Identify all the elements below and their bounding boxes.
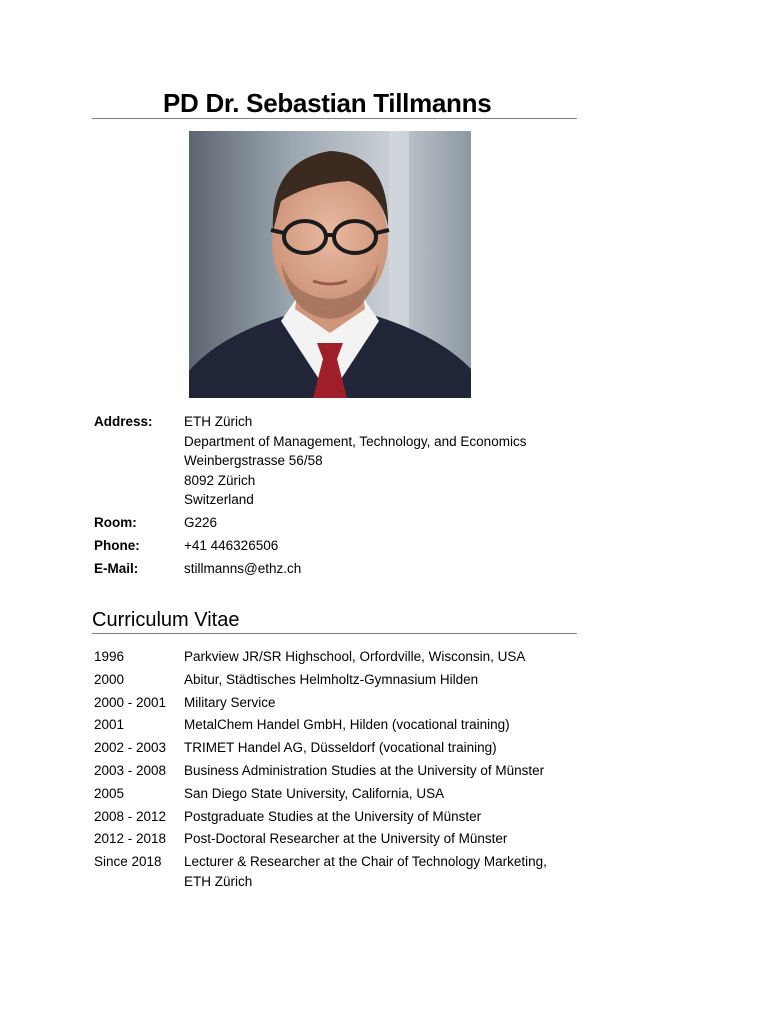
phone-value: +41 446326506 — [184, 538, 279, 553]
cv-desc: Postgraduate Studies at the University of Münster — [184, 808, 482, 824]
cv-year: 2012 - 2018 — [94, 831, 167, 847]
cv-year: 2005 — [94, 785, 125, 801]
cv-entry — [94, 761, 584, 781]
email-label: E-Mail: — [94, 561, 139, 576]
phone-row — [94, 536, 526, 556]
portrait-photo — [189, 131, 471, 398]
address-line: Switzerland — [184, 492, 254, 507]
page-title: PD Dr. Sebastian Tillmanns — [163, 88, 492, 118]
cv-entry — [94, 693, 584, 713]
address-line: Department of Management, Technology, and Economics — [184, 433, 527, 449]
cv-desc: San Diego State University, California, USA — [184, 785, 445, 801]
cv-entry — [94, 829, 584, 849]
cv-entry — [94, 807, 584, 827]
address-line: Weinbergstrasse 56/58 — [184, 453, 323, 468]
cv-desc: MetalChem Handel GmbH, Hilden (vocational training) — [184, 717, 510, 733]
address-line: 8092 Zürich — [184, 472, 256, 488]
email-row — [94, 559, 526, 579]
email-value: stillmanns@ethz.ch — [184, 561, 302, 576]
contact-block — [94, 412, 526, 579]
cv-desc: TRIMET Handel AG, Düsseldorf (vocational training) — [184, 740, 497, 756]
cv-heading: Curriculum Vitae — [92, 609, 240, 631]
cv-year: 2003 - 2008 — [94, 762, 167, 778]
cv-year: 1996 — [94, 649, 125, 664]
cv-entry — [94, 670, 584, 690]
cv-year: 2000 - 2001 — [94, 694, 167, 710]
address-line: ETH Zürich — [184, 414, 253, 429]
cv-entry — [94, 715, 584, 735]
cv-entry — [94, 738, 584, 758]
address-row — [94, 412, 526, 510]
title-block — [92, 86, 577, 119]
address-label: Address: — [94, 414, 153, 429]
cv-desc: Military Service — [184, 694, 276, 710]
cv-year: 2002 - 2003 — [94, 740, 167, 756]
cv-entry — [94, 647, 584, 667]
cv-year: Since 2018 — [94, 854, 162, 870]
cv-list — [94, 647, 584, 891]
cv-heading-block — [92, 608, 577, 634]
cv-entry — [94, 784, 584, 804]
phone-label: Phone: — [94, 538, 140, 553]
room-label: Room: — [94, 515, 137, 530]
cv-year: 2008 - 2012 — [94, 808, 167, 824]
cv-desc: Post-Doctoral Researcher at the University of Münster — [184, 831, 508, 847]
cv-desc: Parkview JR/SR Highschool, Orfordville, Wisconsin, USA — [184, 649, 526, 664]
room-value: G226 — [184, 515, 218, 530]
cv-desc: Abitur, Städtisches Helmholtz-Gymnasium Hilden — [184, 671, 479, 687]
cv-desc: ETH Zürich — [184, 873, 253, 889]
cv-desc: Business Administration Studies at the University of Münster — [184, 762, 545, 778]
cv-desc: Lecturer & Researcher at the Chair of Technology Marketing, — [184, 854, 547, 870]
cv-year: 2000 — [94, 671, 125, 687]
cv-year: 2001 — [94, 717, 125, 733]
room-row — [94, 513, 526, 533]
cv-entry — [94, 852, 584, 891]
